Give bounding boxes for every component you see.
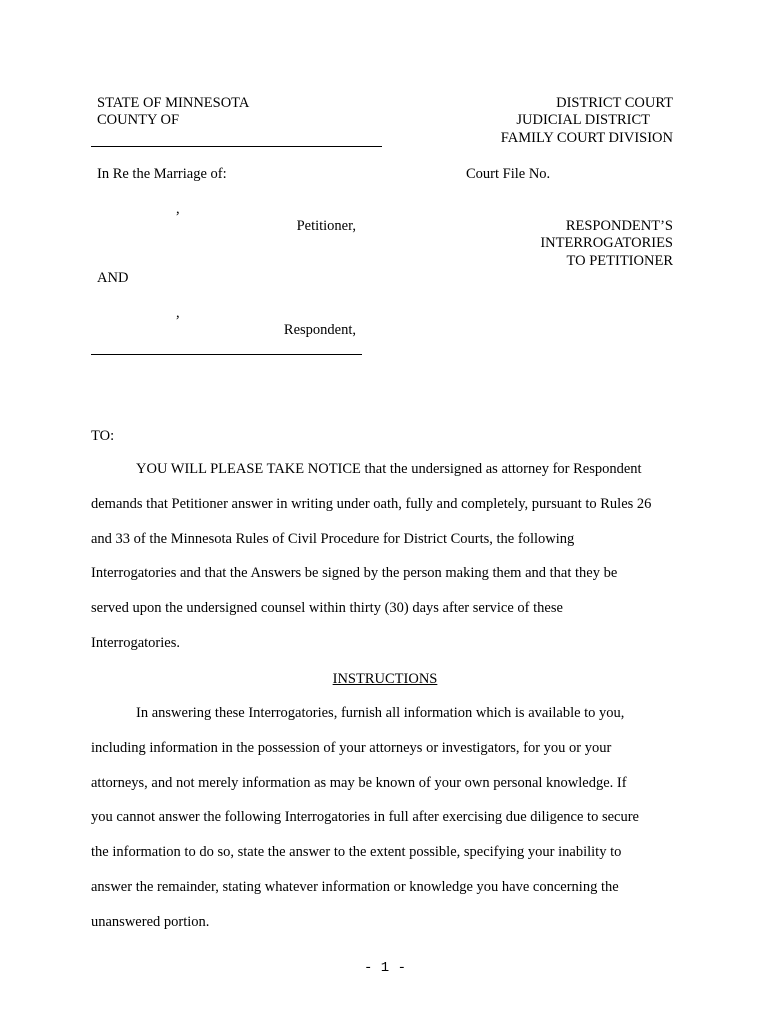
- doc-title-line-1: RESPONDENT’S: [565, 218, 673, 234]
- notice-line: Interrogatories.: [91, 634, 180, 651]
- instruction-line: the information to do so, state the answer to the extent possible, specifying your inability to: [91, 844, 622, 861]
- caption-rule-top: [91, 146, 382, 147]
- respondent-label: Respondent,: [283, 322, 356, 338]
- instructions-paragraph: [91, 696, 691, 940]
- notice-line: demands that Petitioner answer in writing under oath, fully and completely, pursuant to Rules 26: [91, 495, 652, 512]
- and-label: AND: [97, 270, 129, 286]
- doc-title-line-3: TO PETITIONER: [566, 253, 673, 269]
- instruction-line: unanswered portion.: [91, 913, 210, 930]
- notice-line: Interrogatories and that the Answers be signed by the person making them and that they be: [91, 565, 618, 582]
- doc-title-line-2: INTERROGATORIES: [540, 235, 673, 251]
- instruction-line: attorneys, and not merely information as may be known of your own personal knowledge. If: [91, 774, 627, 791]
- notice-paragraph: [91, 452, 691, 661]
- notice-line: and 33 of the Minnesota Rules of Civil Procedure for District Courts, the following: [91, 530, 575, 547]
- petitioner-label: Petitioner,: [296, 218, 356, 234]
- instruction-line: answer the remainder, stating whatever information or knowledge you have concerning the: [91, 878, 619, 895]
- instruction-line: including information in the possession of your attorneys or investigators, for you or your: [91, 739, 612, 756]
- notice-line: served upon the undersigned counsel within thirty (30) days after service of these: [91, 600, 563, 617]
- district-label: JUDICIAL DISTRICT: [516, 112, 650, 128]
- county-label: COUNTY OF: [97, 112, 180, 128]
- court-file-label: Court File No.: [466, 166, 551, 182]
- in-re-label: In Re the Marriage of:: [97, 166, 227, 182]
- page-number: - 1 -: [363, 960, 406, 976]
- court-label: DISTRICT COURT: [556, 95, 673, 111]
- to-label: TO:: [91, 428, 115, 444]
- instruction-line: In answering these Interrogatories, furnish all information which is available to you,: [136, 705, 625, 721]
- respondent-name-comma: ,: [176, 305, 180, 321]
- instruction-line: you cannot answer the following Interrogatories in full after exercising due diligence to secure: [91, 809, 639, 826]
- instructions-heading: INSTRUCTIONS: [332, 671, 438, 687]
- division-label: FAMILY COURT DIVISION: [500, 130, 673, 146]
- petitioner-name-comma: ,: [176, 201, 180, 217]
- state-label: STATE OF MINNESOTA: [97, 95, 250, 111]
- notice-line: YOU WILL PLEASE TAKE NOTICE that the undersigned as attorney for Respondent: [136, 461, 642, 477]
- caption-rule-bottom: [91, 354, 362, 355]
